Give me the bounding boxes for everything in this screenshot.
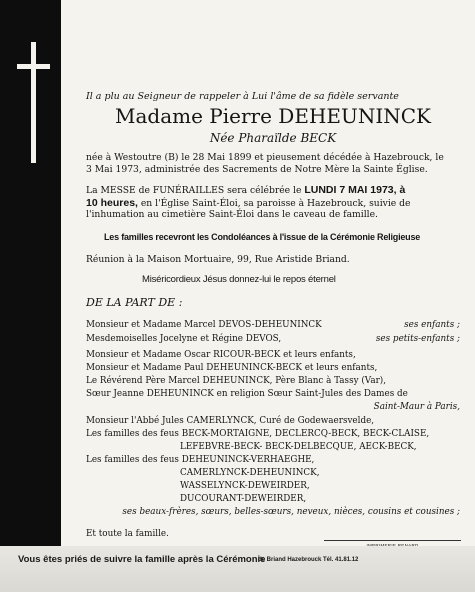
family-row-text: Les familles des feus DEHEUNINCK-VERHAEGHE,	[86, 455, 315, 465]
family-row-text: Monsieur l'Abbé Jules CAMERLYNCK, Curé de Godewaersvelde,	[86, 416, 375, 426]
death-line-1: née à Westoutre (B) le 28 Mai 1899 et pieusement décédée à Hazebrouck, le	[86, 152, 444, 163]
family-row	[86, 334, 460, 346]
death-line-2: 3 Mai 1973, administrée des Sacrements de Notre Mère la Sainte Église.	[86, 164, 428, 175]
messe-date: LUNDI 7 MAI 1973, à	[304, 184, 406, 196]
strip-address: de Briand Hazebrouck Tél. 41.81.12	[258, 557, 359, 563]
deceased-name: Madame Pierre DEHEUNINCK	[115, 104, 431, 128]
de-la-part-heading: DE LA PART DE :	[86, 296, 183, 309]
family-row-relation: ses beaux-frères, sœurs, belles-sœurs, neveux, nièces, cousins et cousines ;	[122, 507, 460, 517]
messe-time: 10 heures,	[86, 197, 138, 209]
maiden-name: Née Pharaïlde BECK	[209, 131, 337, 145]
cross-icon	[31, 42, 36, 163]
family-row-text: CAMERLYNCK-DEHEUNINCK,	[180, 468, 320, 478]
family-row-text: Et toute la famille.	[86, 529, 169, 539]
bottom-strip	[0, 546, 475, 592]
messe-place: en l'Église Saint-Éloi, sa paroisse à Hazebrouck, suivie de	[140, 198, 411, 209]
family-row	[86, 320, 460, 332]
family-row-text: DUCOURANT-DEWEIRDER,	[180, 494, 307, 504]
family-row	[86, 416, 460, 428]
family-row-text: WASSELYNCK-DEWEIRDER,	[180, 481, 310, 491]
family-row	[180, 481, 460, 493]
intro-line: Il a plu au Seigneur de rappeler à Lui l'âme de sa fidèle servante	[86, 91, 399, 102]
family-row	[180, 468, 460, 480]
family-row-relation: ses enfants ;	[404, 320, 460, 330]
family-row-text: Monsieur et Madame Marcel DEVOS-DEHEUNINCK	[86, 320, 322, 330]
prayer-line: Miséricordieux Jésus donnez-lui le repos éternel	[142, 274, 336, 285]
strip-notice: Vous êtes priés de suivre la famille après la Cérémonie	[18, 554, 266, 565]
family-row-text: Mesdemoiselles Jocelyne et Régine DEVOS,	[86, 334, 282, 344]
family-row	[86, 402, 460, 414]
condoleances-line: Les familles recevront les Condoléances à l'issue de la Cérémonie Religieuse	[104, 232, 421, 242]
family-row	[86, 376, 460, 388]
cross-icon-bar	[17, 64, 50, 69]
family-row	[180, 494, 460, 506]
family-row-relation: ses petits-enfants ;	[375, 334, 460, 344]
messe-line-3: l'inhumation au cimetière Saint-Éloi dans le caveau de famille.	[86, 209, 378, 220]
messe-line-1	[86, 184, 405, 198]
family-row-text: LEFEBVRE-BECK- BECK-DELBECQUE, AECK-BECK,	[180, 442, 417, 452]
family-row	[86, 350, 460, 362]
family-row	[86, 507, 460, 519]
family-row-relation: Saint-Maur à Paris,	[373, 402, 460, 412]
family-row-text: Le Révérend Père Marcel DEHEUNINCK, Père Blanc à Tassy (Var),	[86, 376, 387, 386]
family-row-text: Sœur Jeanne DEHEUNINCK en religion Sœur Saint-Jules des Dames de	[86, 389, 408, 399]
reunion-line: Réunion à la Maison Mortuaire, 99, Rue Aristide Briand.	[86, 254, 350, 265]
family-row	[86, 429, 460, 441]
family-row	[86, 455, 460, 467]
family-row-text: Les familles des feus BECK-MORTAIGNE, DECLERCQ-BECK, BECK-CLAISE,	[86, 429, 430, 439]
messe-text: La MESSE de FUNÉRAILLES sera célébrée le	[86, 185, 302, 196]
family-row-text: Monsieur et Madame Paul DEHEUNINCK-BECK et leurs enfants,	[86, 363, 378, 373]
family-row	[86, 363, 460, 375]
family-row	[180, 442, 460, 454]
family-row	[86, 389, 460, 401]
family-row-text: Monsieur et Madame Oscar RICOUR-BECK et leurs enfants,	[86, 350, 356, 360]
